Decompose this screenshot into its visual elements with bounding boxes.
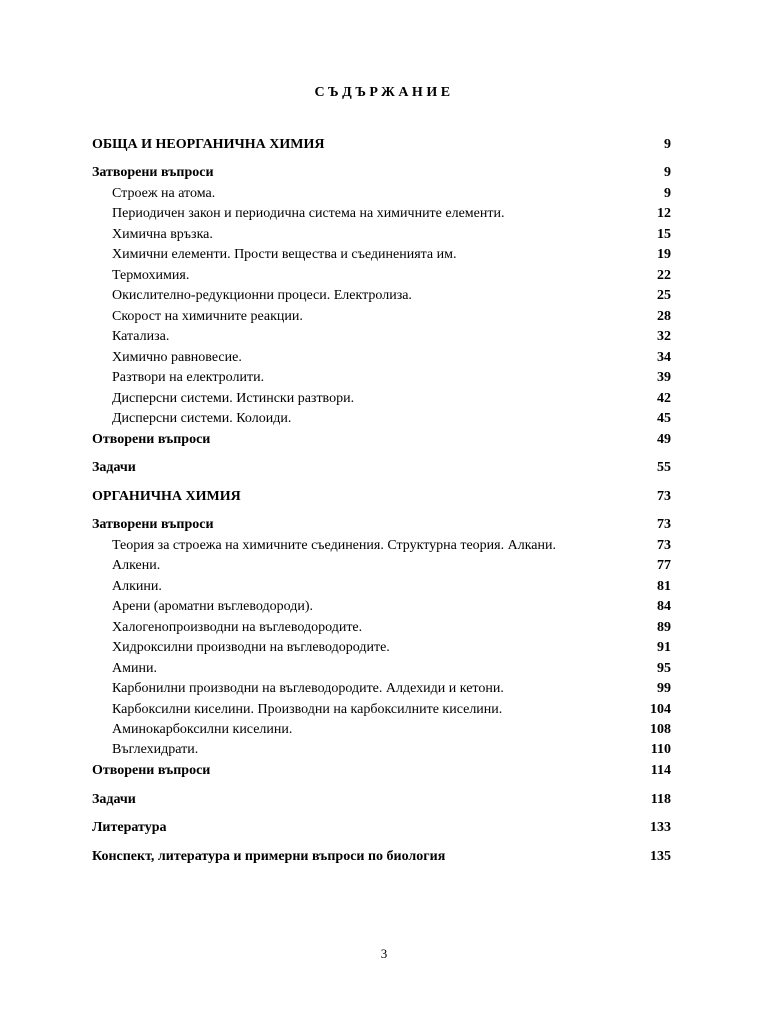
toc-entry-page: 9 [664, 137, 671, 152]
toc-subsection [0, 790, 768, 810]
toc-entry-label: Амини. [112, 661, 157, 676]
toc-entry-label: Отворени въпроси [92, 763, 211, 778]
toc-entry-page: 42 [657, 391, 671, 406]
toc-entry [0, 638, 768, 658]
toc-entry-page: 133 [650, 820, 671, 835]
toc-entry-label: ОРГАНИЧНА ХИМИЯ [92, 489, 241, 504]
toc-entry [0, 409, 768, 429]
toc-entry-label: Отворени въпроси [92, 432, 211, 447]
toc-entry-label: Химично равновесие. [112, 350, 242, 365]
toc-entry [0, 720, 768, 740]
toc-subsection [0, 430, 768, 450]
toc-entry-label: Задачи [92, 460, 136, 475]
toc-subsection [0, 163, 768, 183]
toc-entry-label: Скорост на химичните реакции. [112, 309, 303, 324]
toc-entry-label: Теория за строежа на химичните съединения. Структурна теория. Алкани. [112, 538, 556, 553]
toc-entry-page: 19 [657, 247, 671, 262]
toc-entry-page: 135 [650, 849, 671, 864]
toc-entry-label: Катализа. [112, 329, 170, 344]
toc-entry-page: 73 [657, 517, 671, 532]
toc-entry-label: Дисперсни системи. Истински разтвори. [112, 391, 355, 406]
toc-entry [0, 659, 768, 679]
toc-subsection [0, 515, 768, 535]
toc-entry [0, 389, 768, 409]
toc-entry [0, 307, 768, 327]
toc-entry-label: Строеж на атома. [112, 186, 216, 201]
toc-entry-label: Химична връзка. [112, 227, 213, 242]
toc-subsection [0, 458, 768, 478]
toc-entry-label: Халогенопроизводни на въглеводородите. [112, 620, 363, 635]
toc-entry-page: 28 [657, 309, 671, 324]
page-number: 3 [380, 946, 388, 961]
toc-entry-page: 77 [657, 558, 671, 573]
toc-subsection [0, 847, 768, 867]
toc-entry [0, 618, 768, 638]
toc-entry-label: Периодичен закон и периодична система на химичните елементи. [112, 206, 505, 221]
toc-entry-label: Разтвори на електролити. [112, 370, 265, 385]
toc-entry-page: 114 [650, 763, 671, 778]
toc-entry-label: Конспект, литература и примерни въпроси по биология [92, 849, 446, 864]
toc-entry-label: Аминокарбоксилни киселини. [112, 722, 293, 737]
toc-entry-page: 81 [657, 579, 671, 594]
toc-entry-page: 110 [650, 742, 671, 757]
toc-entry-label: Затворени въпроси [92, 517, 214, 532]
toc-entry-label: Хидроксилни производни на въглеводородите. [112, 640, 390, 655]
toc-entry-page: 99 [657, 681, 671, 696]
toc-entry-page: 89 [657, 620, 671, 635]
page-title: СЪДЪРЖАНИЕ [314, 85, 454, 100]
toc-entry-page: 39 [657, 370, 671, 385]
toc-entry-label: Въглехидрати. [112, 742, 199, 757]
toc-entry [0, 679, 768, 699]
toc-entry [0, 577, 768, 597]
toc-subsection [0, 761, 768, 781]
toc-entry-label: Химични елементи. Прости вещества и съединенията им. [112, 247, 457, 262]
toc-entry-label: Задачи [92, 792, 136, 807]
toc-entry-label: Затворени въпроси [92, 165, 214, 180]
toc-entry [0, 368, 768, 388]
toc-entry [0, 348, 768, 368]
toc-entry-label: Карбонилни производни на въглеводородите. Алдехиди и кетони. [112, 681, 504, 696]
toc-entry-label: Термохимия. [112, 268, 190, 283]
toc-entry [0, 286, 768, 306]
toc-entry-label: Дисперсни системи. Колоиди. [112, 411, 292, 426]
toc-entry [0, 327, 768, 347]
toc-entry-page: 9 [664, 165, 671, 180]
toc-entry-label: Карбоксилни киселини. Производни на карбоксилните киселини. [112, 702, 503, 717]
toc-entry-label: Арени (ароматни въглеводороди). [112, 599, 313, 614]
toc-entry [0, 740, 768, 760]
toc-entry-label: ОБЩА И НЕОРГАНИЧНА ХИМИЯ [92, 137, 325, 152]
toc-entry-page: 73 [657, 489, 671, 504]
toc-subsection [0, 818, 768, 838]
toc-entry-page: 32 [657, 329, 671, 344]
toc-entry-page: 45 [657, 411, 671, 426]
toc-entry [0, 597, 768, 617]
toc-entry [0, 536, 768, 556]
toc-entry [0, 556, 768, 576]
toc-entry-label: Литература [92, 820, 167, 835]
toc-entry-label: Окислително-редукционни процеси. Електролиза. [112, 288, 412, 303]
toc-entry-page: 22 [657, 268, 671, 283]
toc-entry [0, 245, 768, 265]
toc-entry-page: 91 [657, 640, 671, 655]
toc-entry-page: 73 [657, 538, 671, 553]
toc-entry [0, 225, 768, 245]
toc-entry-page: 34 [657, 350, 671, 365]
toc-entry-label: Алкени. [112, 558, 161, 573]
toc-entry-page: 118 [650, 792, 671, 807]
toc-entry [0, 204, 768, 224]
toc-entry-page: 9 [664, 186, 671, 201]
toc-entry-label: Алкини. [112, 579, 162, 594]
toc-entry [0, 184, 768, 204]
toc-entry-page: 25 [657, 288, 671, 303]
toc-entry-page: 49 [657, 432, 671, 447]
toc-section [0, 487, 768, 507]
toc-entry-page: 84 [657, 599, 671, 614]
toc-entry-page: 15 [657, 227, 671, 242]
toc-entry-page: 108 [650, 722, 671, 737]
toc-section [0, 135, 768, 155]
toc-entry-page: 95 [657, 661, 671, 676]
toc-entry [0, 700, 768, 720]
toc-entry [0, 266, 768, 286]
toc-entry-page: 104 [650, 702, 671, 717]
toc-entry-page: 55 [657, 460, 671, 475]
toc-entry-page: 12 [657, 206, 671, 221]
